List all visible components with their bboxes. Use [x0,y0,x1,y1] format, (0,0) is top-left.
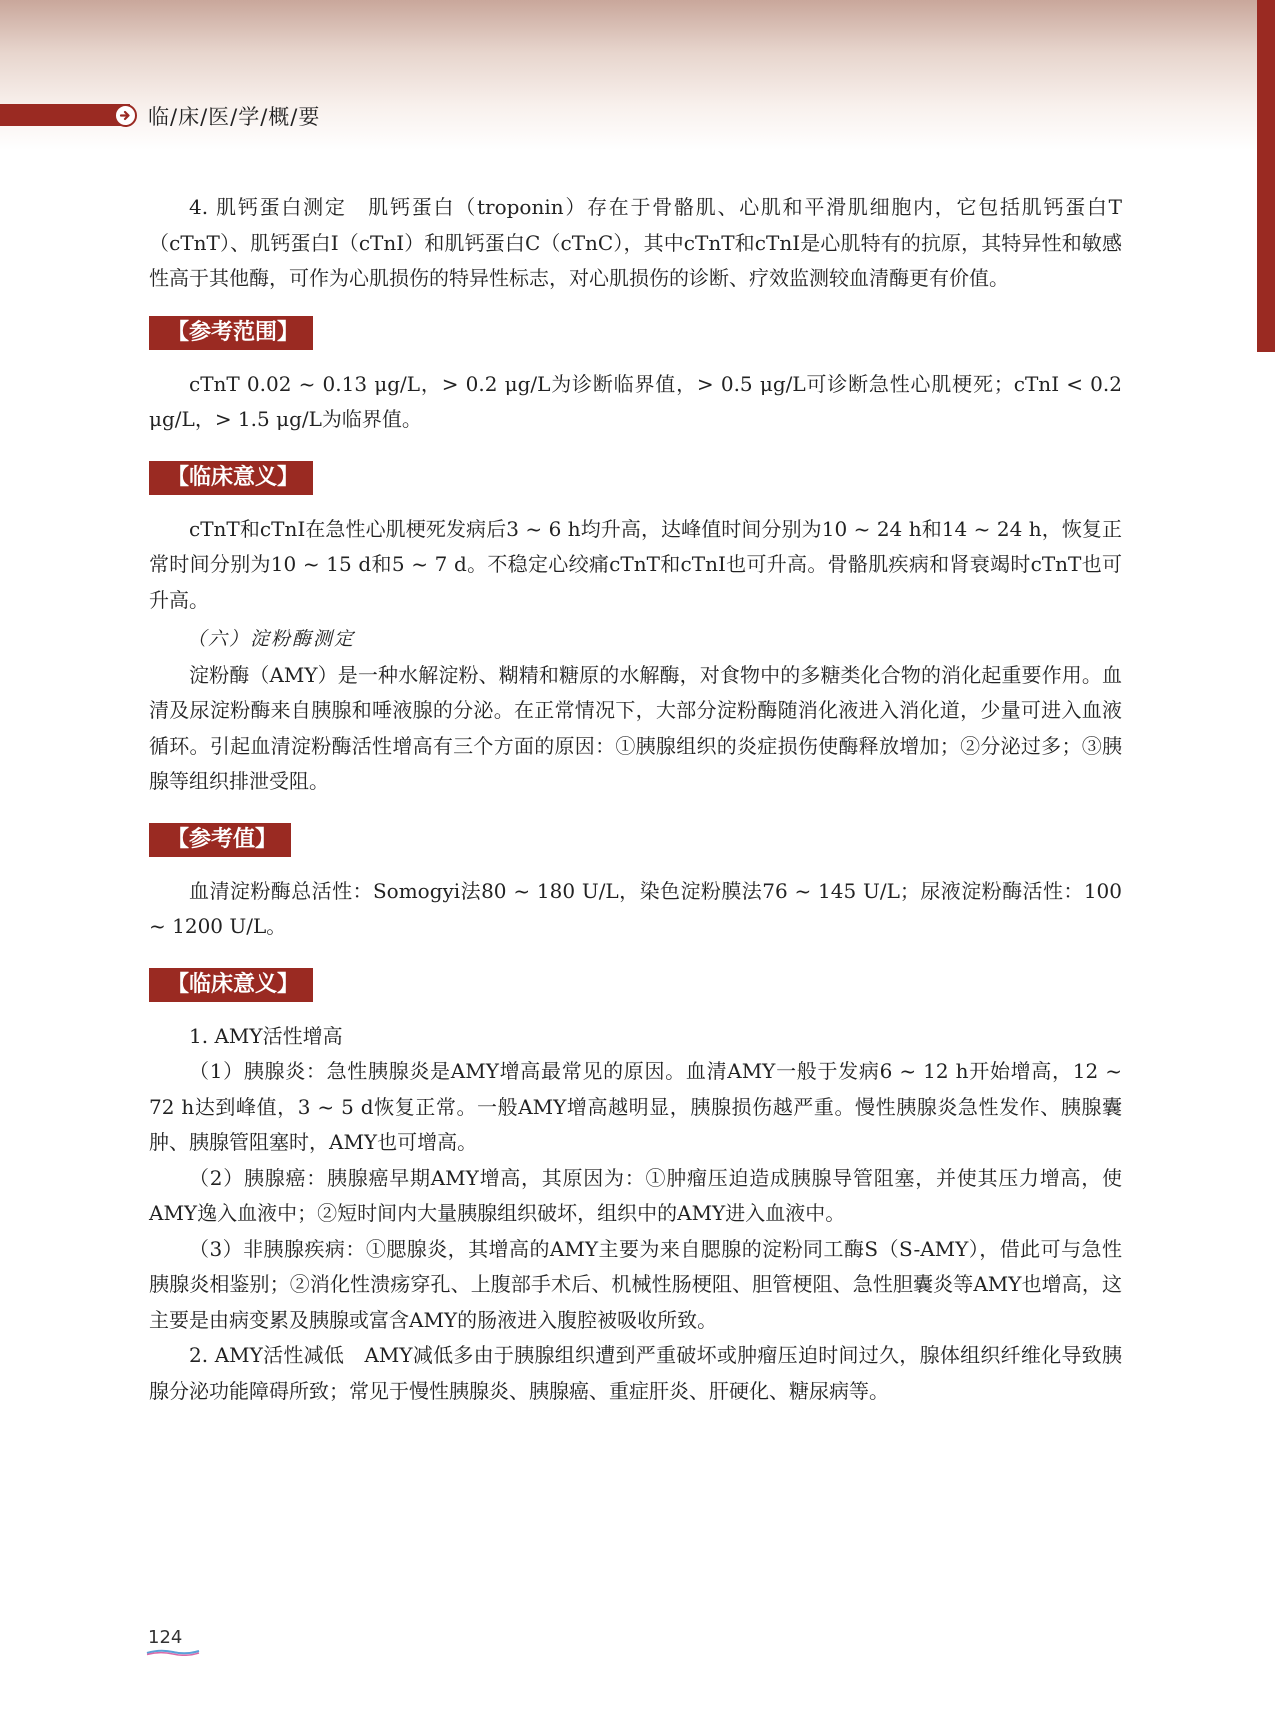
ref-range-text: cTnT 0.02 ~ 0.13 μg/L，> 0.2 μg/L为诊断临界值，> 0.5 μg/L可诊断急性心肌梗死；cTnI < 0.2 μg/L，> 1.5 μg/L为临界值。 [149,371,1122,431]
running-header-title: 临/床/医/学/概/要 [148,105,321,129]
section-heading-clinical-2: 【临床意义】 [149,968,313,1002]
clinical-heading-wrap-1 [149,460,1122,494]
sub-heading-amylase: （六）淀粉酶测定 [187,628,356,650]
header-band [0,104,130,126]
page-number: 124 [148,1627,183,1648]
ref-value-text: 血清淀粉酶总活性：Somogyi法80 ~ 180 U/L，染色淀粉膜法76 ~ 145 U/L；尿液淀粉酶活性：100 ~ 1200 U/L。 [149,878,1122,938]
ref-value-heading-wrap [149,822,1122,856]
ref-range-heading-wrap [149,315,1122,349]
amy-increase-title: 1. AMY活性增高 [189,1023,343,1048]
right-edge-bar [1257,0,1275,352]
amylase-intro: 淀粉酶（AMY）是一种水解淀粉、糊精和糖原的水解酶，对食物中的多糖类化合物的消化起重要作用。血清及尿淀粉酶来自胰腺和唾液腺的分泌。在正常情况下，大部分淀粉酶随消化液进入消化道，少量可进入血液循环。引起血清淀粉酶活性增高有三个方面的原因：①胰腺组织的炎症损伤使酶释放增加；②分泌过多；③胰腺等组织排泄受阻。 [149,662,1122,793]
page-number-swoosh [146,1648,200,1656]
section-heading-ref-range: 【参考范围】 [149,316,313,350]
troponin-paragraph: 4. 肌钙蛋白测定 肌钙蛋白（troponin）存在于骨骼肌、心肌和平滑肌细胞内，它包括肌钙蛋白T（cTnT）、肌钙蛋白I（cTnI）和肌钙蛋白C（cTnC），其中cTnT和cTnI是心肌特有的抗原，其特异性和敏感性高于其他酶，可作为心肌损伤的特异性标志，对心肌损伤的诊断、疗效监测较血清酶更有价值。 [149,195,1122,290]
amy-increase-item-3: （3）非胰腺疾病：①腮腺炎，其增高的AMY主要为来自腮腺的淀粉同工酶S（S-AMY），借此可与急性胰腺炎相鉴别；②消化性溃疡穿孔、上腹部手术后、机械性肠梗阻、胆管梗阻、急性胆囊炎等AMY也增高，这主要是由病变累及胰腺或富含AMY的肠液进入腹腔被吸收所致。 [149,1236,1122,1332]
amy-increase-item-1: （1）胰腺炎：急性胰腺炎是AMY增高最常见的原因。血清AMY一般于发病6 ~ 12 h开始增高，12 ~ 72 h达到峰值，3 ~ 5 d恢复正常。一般AMY增高越明显，胰腺损伤越严重。慢性胰腺炎急性发作、胰腺囊肿、胰腺管阻塞时，AMY也可增高。 [149,1059,1122,1154]
amy-decrease: 2. AMY活性减低 AMY减低多由于胰腺组织遭到严重破坏或肿瘤压迫时间过久，腺体组织纤维化导致胰腺分泌功能障碍所致；常见于慢性胰腺炎、胰腺癌、重症肝炎、肝硬化、糖尿病等。 [149,1343,1122,1403]
amy-increase-item-2: （2）胰腺癌：胰腺癌早期AMY增高，其原因为：①肿瘤压迫造成胰腺导管阻塞，并使其压力增高，使AMY逸入血液中；②短时间内大量胰腺组织破坏，组织中的AMY进入血液中。 [149,1165,1122,1225]
clinical-1-text: cTnT和cTnI在急性心肌梗死发病后3 ~ 6 h均升高，达峰值时间分别为10 ~ 24 h和14 ~ 24 h，恢复正常时间分别为10 ~ 15 d和5 ~ 7 d。不稳定心绞痛cTnT和cTnI也可升高。骨骼肌疾病和肾衰竭时cTnT也可升高。 [149,516,1122,612]
section-heading-clinical-1: 【临床意义】 [149,461,313,495]
section-heading-ref-value: 【参考值】 [149,823,291,857]
clinical-heading-wrap-2 [149,967,1122,1001]
arrow-right-icon [114,104,137,127]
page-content [149,190,1122,1409]
